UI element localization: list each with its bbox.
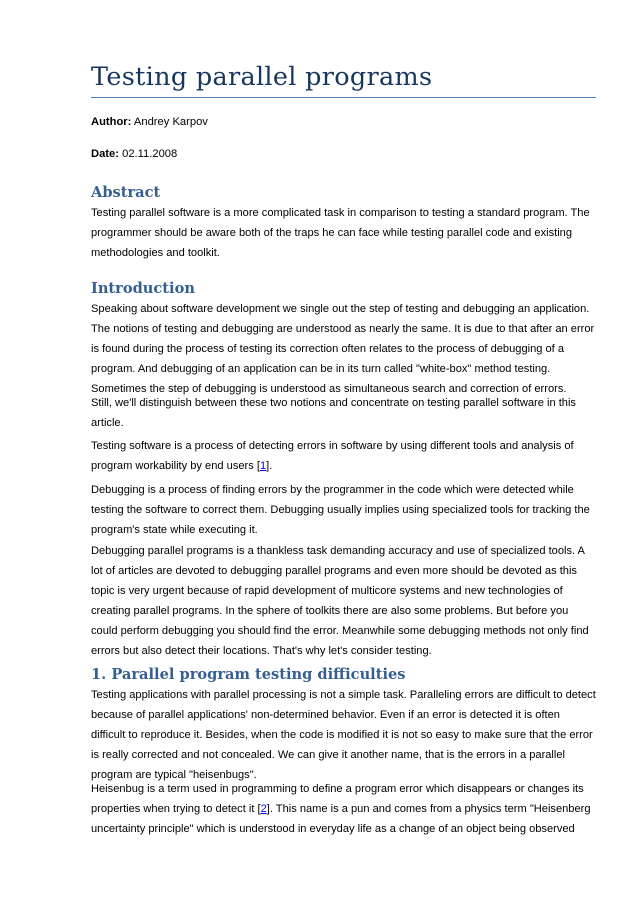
- introduction-paragraph-1: Speaking about software development we single out the step of testing and debugging an application. The notions of testing and debugging are understood as nearly the same. It is due to that after an error is found during the process of testing its correction often relates to the process of debugging of a program. And debugging of an application can be in its turn called "white-box" method testing. Sometimes the step of debugging is understood as simultaneous search and correction of errors.: [91, 303, 595, 395]
- author-name: Andrey Karpov: [133, 116, 208, 128]
- date-line: [91, 148, 177, 160]
- author-line: [91, 116, 208, 128]
- introduction-heading: Introduction: [91, 280, 195, 297]
- document-title: Testing parallel programs: [91, 60, 596, 98]
- introduction-paragraph-2: Still, we'll distinguish between these two notions and concentrate on testing parallel software in this article.: [91, 397, 576, 429]
- section-1-paragraph-2: [91, 779, 596, 839]
- author-label: Author:: [91, 116, 132, 128]
- section-1-paragraph-2-end: ]. This name is a pun and comes from a physics term "Heisenberg uncertainty principle" which is understood in everyday life as a change of an object being observed: [91, 803, 591, 835]
- date-value: 02.11.2008: [122, 148, 178, 160]
- date-label: Date:: [91, 148, 119, 160]
- introduction-paragraph-4: Debugging is a process of finding errors by the programmer in the code which were detected while testing the software to correct them. Debugging usually implies using specialized tools for tracking the program's state while executing it.: [91, 484, 590, 536]
- reference-link-1[interactable]: 1: [259, 460, 267, 472]
- introduction-paragraph-3-end: ].: [266, 460, 273, 472]
- abstract-heading: Abstract: [91, 184, 161, 201]
- reference-link-2[interactable]: 2: [260, 803, 267, 815]
- introduction-paragraph-5: Debugging parallel programs is a thankless task demanding accuracy and use of specialized tools. A lot of articles are devoted to debugging parallel programs and even more should be devoted as this topic is very urgent because of rapid development of multicore systems and new technologies of creating parallel programs. In the sphere of toolkits there are also some problems. But before you could perform debugging you should find the error. Meanwhile some debugging methods not only find errors but also detect their locations. That's why let's consider testing.: [91, 545, 589, 657]
- section-1-paragraph-1: Testing applications with parallel processing is not a simple task. Paralleling errors are difficult to detect because of parallel applications' non-determined behavior. Even if an error is detected it is often difficult to reproduce it. Besides, when the code is modified it is not so easy to make sure that the error is really corrected and not concealed. We can give it another name, that is the errors in a parallel program are typical "heisenbugs".: [91, 689, 596, 781]
- abstract-text: Testing parallel software is a more complicated task in comparison to testing a standard program. The programmer should be aware both of the traps he can face while testing parallel code and existing methodologies and toolkit.: [91, 207, 590, 259]
- introduction-paragraph-3-text: Testing software is a process of detecting errors in software by using different tools and analysis of program workability by end users [: [91, 440, 574, 472]
- section-1-heading: 1. Parallel program testing difficulties: [91, 666, 406, 683]
- section-1-paragraph-2-text: Heisenbug is a term used in programming to define a program error which disappears or changes its properties when trying to detect it [: [91, 783, 584, 815]
- introduction-paragraph-3: [91, 436, 596, 476]
